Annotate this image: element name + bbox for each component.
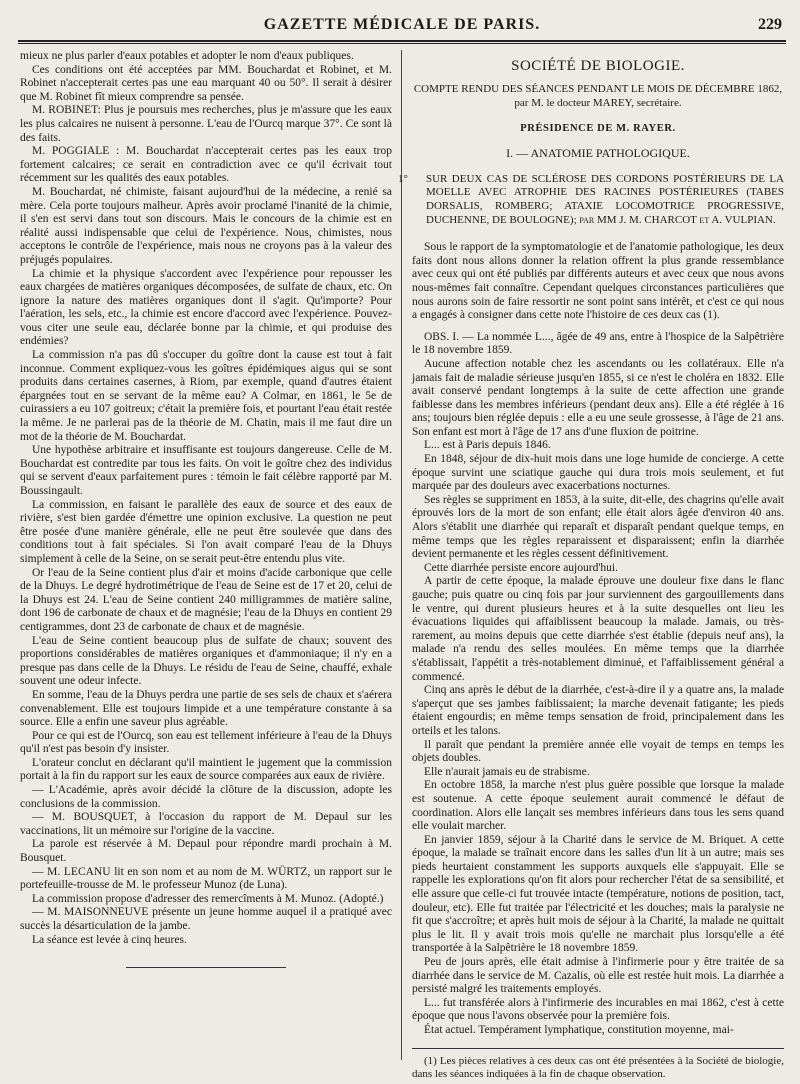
- paragraph: L'orateur conclut en déclarant qu'il maintient le jugement que la commission portait à la fin du rapport sur les eaux de source comparées aux eaux de rivière.: [20, 756, 392, 783]
- subject-number: 1°: [398, 172, 408, 185]
- paragraph: Or l'eau de la Seine contient plus d'air et moins d'acide carbonique que celle de la Dhuys. Le degré hydrotimétrique de l'eau de Seine est de 17 et 20, celui de la Dhuys est 24. L'eau de Seine contient 240 milligrammes de matière saline, dont 196 de carbonate de chaux et de magnésie; l'eau de la Dhuys en contient 29 centigrammes, dont 23 de carbonate de chaux et de magnésie.: [20, 566, 392, 633]
- paragraph: Ces conditions ont été acceptées par MM. Bouchardat et Robinet, et M. Robinet n'accepterait certes pas une eau marquant 40 ou 50°. Il serait à désirer que M. Robinet fît mieux comprendre sa pensée.: [20, 63, 392, 103]
- section-end-rule: [126, 967, 286, 968]
- paragraph: La commission, en faisant le parallèle des eaux de source et des eaux de rivière, s'est bien gardée d'émettre une opinion exclusive. La question ne peut être posée d'une manière générale, elle ne peut être soulevée que dans des conditions tout à fait spéciales. Si l'on avait comparé l'eau de la Dhuys simplement à celle de la Seine, on se serait peut-être entendu plus vite.: [20, 498, 392, 565]
- paragraph: Une hypothèse arbitraire et insuffisante est toujours dangereuse. Celle de M. Bouchardat est contredite par tous les faits. On voit le goître chez des individus qui se servent d'eaux parfaitement pures : témoin le fait célèbre rapporté par M. Boussingault.: [20, 444, 392, 497]
- section-title: SOCIÉTÉ DE BIOLOGIE.: [511, 58, 685, 74]
- running-head: [18, 14, 786, 40]
- paragraph: — M. MAISONNEUVE présente un jeune homme auquel il a pratiqué avec succès la désarticulation de la jambe.: [20, 906, 392, 932]
- paragraph: Pour ce qui est de l'Ourcq, son eau est tellement inférieure à l'eau de la Dhuys qu'il n'est pas besoin d'y insister.: [20, 729, 392, 756]
- paragraph: M. ROBINET: Plus je poursuis mes recherches, plus je m'assure que les eaux les plus calcaires ne nuisent à personne. L'eau de l'Ourcq marque 37°. Ce sont là des faits.: [20, 104, 392, 144]
- paragraph: Aucune affection notable chez les ascendants ou les collatéraux. Elle n'a jamais fait de maladie sérieuse jusqu'en 1855, si ce n'est le choléra en 1832. Elle avait conservé pendant longtemps à la suite de cette affection une grande faiblesse dans les membres inférieurs (pendant deux ans). Elle a été réglée à 16 ans; toujours bien réglée depuis : elle a eu une seule grossesse, à l'âge de 21 ans. Son enfant est mort à l'âge de 17 ans d'une fluxion de poitrine.: [412, 357, 784, 438]
- left-column: [20, 50, 392, 968]
- paragraph: Peu de jours après, elle était admise à l'infirmerie pour y être traitée de sa diarrhée dans le service de M. Cazalis, où elle est restée huit mois. La diarrhée a persisté malgré les traitements employés.: [412, 956, 784, 996]
- paragraph: En somme, l'eau de la Dhuys perdra une partie de ses sels de chaux et s'aérera convenablement. Elle est toujours limpide et a une température constante à sa source. Elle a enfin une saveur plus agréable.: [20, 688, 392, 729]
- paragraph: Elle n'aurait jamais eu de strabisme.: [424, 765, 590, 778]
- compte-rendu-heading: [412, 82, 784, 110]
- subject-text: SUR DEUX CAS DE SCLÉROSE DES CORDONS POSTÉRIEURS DE LA MOELLE AVEC ATROPHIE DES RACINES POSTÉRIEURES (TABES DORSALIS, ROMBERG; ATAXIE LOCOMOTRICE PROGRESSIVE, DUCHENNE, DE BOULOGNE); par MM J. M. CHARCOT et A. VULPIAN.: [426, 172, 784, 226]
- right-column: [398, 50, 784, 1082]
- paragraph: L... est à Paris depuis 1846.: [424, 439, 551, 452]
- spacer: [412, 323, 784, 331]
- paragraph: Cette diarrhée persiste encore aujourd'hui.: [424, 561, 618, 574]
- paragraph: La séance est levée à cinq heures.: [32, 933, 187, 946]
- paragraph: En janvier 1859, séjour à la Charité dans le service de M. Briquet. A cette époque, la malade se traînait encore dans les salles d'un lit à un autre; mais ses pieds heurtaient constamment les supports auxquels elle s'appuyait. Elle se rappelle les explorations qu'on fit alors pour rechercher l'état de sa sensibilité, et elle assure que celle-ci fut trouvée intacte (température, notions de position, tact, douleur, etc). Elle fut traitée par l'électricité et les douches; mais la paralysie ne fit que s'accroître; et après huit mois de séjour à la Charité, la malade ne quittait plus le lit. Il y avait trois mois qu'elle ne marchait plus lorsqu'elle a été transportée à la Salpêtrière le 18 novembre 1859.: [412, 833, 784, 955]
- paragraph: Ses règles se suppriment en 1853, à la suite, dit-elle, des chagrins qu'elle avait éprouvés lors de la mort de son enfant; elle était alors âgée d'environ 40 ans. Alors s'établit une diarrhée qui reparaît et disparaît pendant quelque temps, en même temps que les règles reparaissent et disparaissent; enfin la diarrhée devient permanente et les règles cessent définitivement.: [412, 493, 784, 561]
- footnote: (1) Les pièces relatives à ces deux cas ont été présentées à la Société de biologie, dans les séances indiquées à la fin de chaque observation.: [412, 1054, 784, 1081]
- paragraph: — M. LECANU lit en son nom et au nom de M. WÜRTZ, un rapport sur le portefeuille-trousse de M. le professeur Munoz (de Luna).: [20, 865, 392, 892]
- header-rule: [18, 40, 786, 44]
- paragraph: La commission n'a pas dû s'occuper du goître dont la cause est tout à fait inconnue. Comment expliquez-vous les goîtres épidémiques aigus qui se sont produits dans certaines casernes, à Riom, par exemple, quand d'autres étaient épargnées tout en se servant de la même eau? A Colmar, en 1861, le 5e de cuirassiers a eu 107 goitreux; c'était la première fois, et pourtant l'eau était restée la même. Je ne parlerai pas de la théorie de M. Chatin, mais il me faut dire un mot de la théorie de M. Bouchardat.: [20, 349, 392, 443]
- footnote-rule: [412, 1048, 784, 1049]
- paragraph: mieux ne plus parler d'eaux potables et adopter le nom d'eaux publiques.: [20, 50, 354, 62]
- paragraph: L'eau de Seine contient beaucoup plus de sulfate de chaux; souvent des proportions considérables de matières organiques et d'ammoniaque; il n'y en a presque pas dans celle de la Dhuys. Le résidu de l'eau de Seine, chauffé, exhale souvent une odeur infecte.: [20, 634, 392, 688]
- part-title: I. — ANATOMIE PATHOLOGIQUE.: [506, 146, 690, 161]
- compte-rendu-author: par M. le docteur MAREY, secrétaire.: [514, 96, 682, 109]
- presidence-heading: PRÉSIDENCE DE M. RAYER.: [520, 122, 676, 134]
- paragraph: La chimie et la physique s'accordent avec l'expérience pour repousser les eaux chargées de matières organiques décomposées, de sulfate de chaux, etc. On ignore la nature des matières organiques dont il s'agit. Qu'importe? Pour l'aération, les sels, etc., la chimie est encore d'accord avec l'expérience. Pouvez-vous citer une seule eau, déclarée bonne par la chimie, et qui produise des endémies?: [20, 267, 392, 348]
- paragraph: En octobre 1858, la marche n'est plus guère possible que lorsque la malade est soutenue. A cette époque seulement aurait commencé le défaut de coordination. Alors elle lançait ses membres inférieurs dans tous les sens quand elle voulait marcher.: [412, 779, 784, 833]
- paragraph: M. Bouchardat, né chimiste, faisant aujourd'hui de la médecine, a renié sa mère. Cela porte toujours malheur. Après avoir proclamé l'inanité de la chimie, il s'en est servi dans tout son discours. Mais le concours de la chimie est en réalité aussi indispensable que celui de l'expérience. Nous, chimistes, nous acceptons le contrôle de l'expérience, mais nous ne croyons pas à la valeur des préjugés populaires.: [20, 185, 392, 266]
- paragraph: Cinq ans après le début de la diarrhée, c'est-à-dire il y a quatre ans, la malade s'aperçut que ses jambes faiblissaient; la marche devenait fatigante; les pieds étaient engourdis; en même temps sensation de froid, principalement dans les orteils et les talons.: [412, 684, 784, 737]
- paragraph: État actuel. Tempérament lymphatique, constitution moyenne, mai-: [424, 1024, 734, 1036]
- observation-heading: OBS. I. — La nommée L..., âgée de 49 ans, entre à l'hospice de la Salpêtrière le 18 novembre 1859.: [412, 330, 784, 357]
- paragraph: — M. BOUSQUET, à l'occasion du rapport de M. Depaul sur les vaccinations, lit un mémoire sur l'origine de la vaccine.: [20, 811, 392, 837]
- paragraph: La parole est réservée à M. Depaul pour répondre mardi prochain à M. Bousquet.: [20, 838, 392, 865]
- paragraph: L... fut transférée alors à l'infirmerie des incurables en mai 1862, c'est à cette époque que nous l'avons observée pour la première fois.: [412, 996, 784, 1023]
- column-divider: [401, 50, 402, 1060]
- paragraph: Il paraît que pendant la première année elle voyait de temps en temps les objets doubles.: [412, 738, 784, 765]
- subject-heading: [398, 172, 784, 227]
- paragraph: La commission propose d'adresser des remercîments à M. Munoz. (Adopté.): [32, 892, 384, 905]
- journal-title: GAZETTE MÉDICALE DE PARIS.: [263, 16, 541, 33]
- paragraph: — L'Académie, après avoir décidé la clôture de la discussion, adopte les conclusions de la commission.: [20, 784, 392, 810]
- paragraph: M. POGGIALE : M. Bouchardat n'accepterait certes pas les eaux trop fortement calcaires; ce serait en contradiction avec ce qu'il écrivait tout récemment sur les qualités des eaux potables.: [20, 145, 392, 185]
- compte-rendu-line: COMPTE RENDU DES SÉANCES PENDANT LE MOIS DE DÉCEMBRE 1862,: [413, 82, 783, 95]
- page-number: 229: [758, 16, 782, 33]
- paragraph: Sous le rapport de la symptomatologie et de l'anatomie pathologique, les deux faits dont nous allons donner la relation offrent la plus grande ressemblance avec ceux qui ont été publiés par différents auteurs et avec ceux que nous avons nous-mêmes fait connaître. Cependant quelques circonstances particulières que nous aurons soin de faire ressortir ne sont point sans intérêt, et c'est ce qui nous a engagés à consigner dans cette note l'histoire de ces deux cas (1).: [412, 241, 784, 322]
- paragraph: A partir de cette époque, la malade éprouve une douleur fixe dans le flanc gauche; puis quatre ou cinq fois par jour surviennent des gargouillements dans le ventre, qui durent plusieurs heures et à la suite desquelles ont lieu les évacuations liquides qui affaiblissent beaucoup la malade. Jamais, ou très-rarement, au moins depuis que cette diarrhée s'est établie (depuis neuf ans), la malade n'a rendu des selles moulées. En même temps que la diarrhée s'établissait, l'appétit a très-notablement diminué, et l'affaiblissement général a commencé.: [412, 575, 784, 683]
- paragraph: En 1848, séjour de dix-huit mois dans une loge humide de concierge. A cette époque survint une sciatique gauche qui dura trois mois seulement, et fut marquée par des douleurs avec exacerbations nocturnes.: [412, 453, 784, 493]
